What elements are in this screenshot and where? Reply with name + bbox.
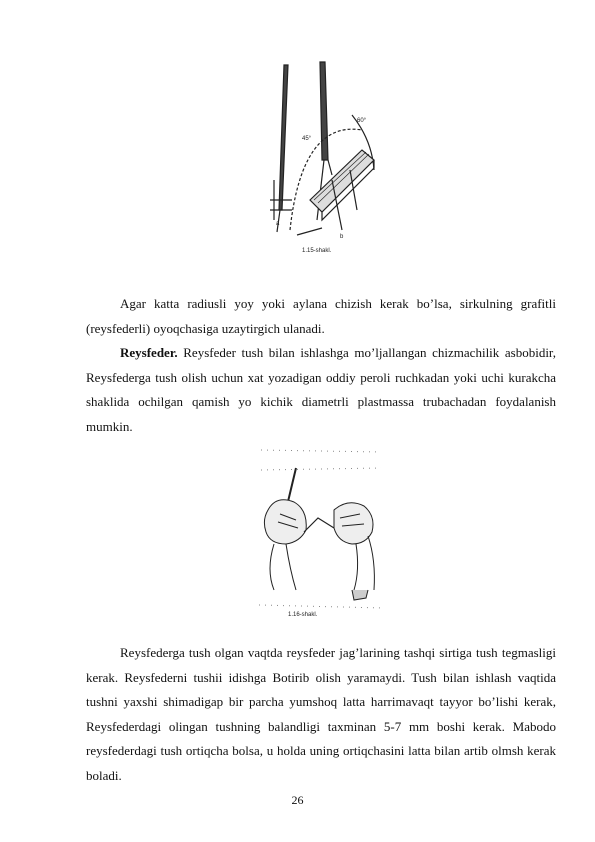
- paragraph-reysfeder-text: Reysfeder tush bilan ishlashga mo’ljallangan chizmachilik asbobidir, Reysfederga tush olish uchun xat yozadigan oddiy peroli ruchkadan yoki uchi kurakcha shaklida ochilgan qamish yo kichik diametrli plastmassa trubachadan foydalanish mumkin.: [86, 345, 556, 434]
- svg-text:60°: 60°: [357, 118, 367, 124]
- compass-illustration: [262, 60, 382, 260]
- svg-text:a: a: [276, 221, 280, 227]
- page-number: 26: [291, 793, 304, 807]
- figure-1-16: [256, 440, 386, 625]
- figure-1-15-caption: 1.15-shakl.: [302, 248, 332, 254]
- paragraph-reysfeder: [86, 341, 556, 439]
- figure-1-15: [262, 60, 382, 260]
- svg-text:45°: 45°: [302, 136, 312, 142]
- figure-1-16-caption: 1.16-shakl.: [288, 612, 318, 618]
- hands-illustration: [256, 440, 386, 625]
- paragraph-extension: Agar katta radiusli yoy yoki aylana chizish kerak bo’lsa, sirkulning grafitli (reysfederli) oyoqchasiga uzaytirgich ulanadi.: [86, 296, 556, 336]
- paragraph-ink-handling: Reysfederga tush olgan vaqtda reysfeder jag’larining tashqi sirtiga tush tegmasligi kerak. Reysfederni tushii idishga Botirib olish yaramaydi. Tush bilan ishlash vaqtida tushni yaxshi shimadigap bir parcha yumshoq latta harrimavaqt tayyor bo’lishi kerak, Reysfederdagi olingan tushning balandligi taxminan 5-7 mm boshi kerak. Mabodo reysfederdagi tush ortiqcha bolsa, u holda uning ortiqchasini latta bilan artib olmsh kerak boladi.: [86, 645, 556, 783]
- svg-text:b: b: [340, 234, 344, 240]
- term-reysfeder: Reysfeder.: [120, 345, 178, 360]
